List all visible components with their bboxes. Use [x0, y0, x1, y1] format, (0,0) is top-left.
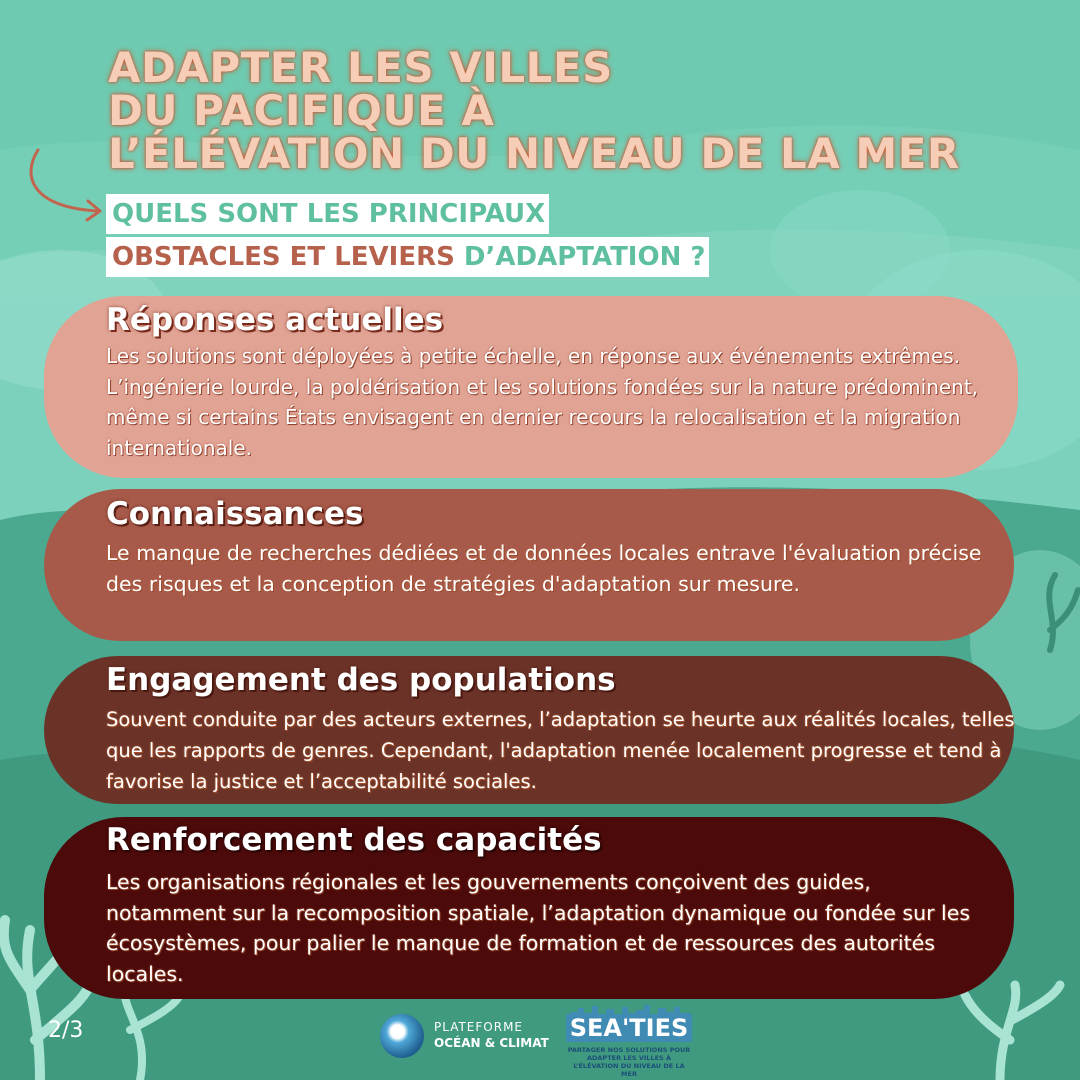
logo-seaties-name: SEA'TIES	[566, 1014, 692, 1042]
curved-arrow-icon	[20, 145, 120, 230]
logo-seaties-tagline: PARTAGER NOS SOLUTIONS POUR ADAPTER LES VILLES À L’ÉLÉVATION DU NIVEAU DE LA MER	[567, 1046, 691, 1078]
page-title	[108, 43, 960, 178]
title-line-2: DU PACIFIQUE À	[108, 86, 495, 135]
logo-ocean-climat	[380, 1014, 560, 1064]
card-text-capacity-building: Les organisations régionales et les gouvernements conçoivent des guides, notamment sur la recomposition spatiale, l’adaptation dynamique ou fondée sur les écosystèmes, pour palier le manque de formation et de ressources des autorités locales.	[106, 870, 971, 986]
title-line-3: L’ÉLÉVATION DU NIVEAU DE LA MER	[108, 129, 960, 178]
page-indicator: 2/3	[48, 1018, 84, 1043]
logo-ocean-line-2: OCÉAN & CLIMAT	[434, 1036, 549, 1050]
logo-ocean-line-1: PLATEFORME	[434, 1020, 524, 1034]
question-line-1: QUELS SONT LES PRINCIPAUX	[106, 194, 549, 234]
question-accent-text: OBSTACLES ET LEVIERS	[112, 242, 455, 272]
card-title-community-engagement: Engagement des populations	[106, 662, 616, 698]
logo-seaties	[566, 1004, 698, 1078]
card-text-knowledge: Le manque de recherches dédiées et de données locales entrave l'évaluation précise des risques et la conception de stratégies d'adaptation sur mesure.	[106, 541, 982, 596]
wave-globe-icon	[380, 1014, 424, 1058]
question-rest-text: D’ADAPTATION ?	[454, 242, 706, 272]
card-title-capacity-building: Renforcement des capacités	[106, 822, 602, 858]
title-line-1: ADAPTER LES VILLES	[108, 43, 613, 92]
card-title-knowledge: Connaissances	[106, 496, 364, 532]
card-title-current-responses: Réponses actuelles	[106, 302, 444, 338]
card-text-current-responses: Les solutions sont déployées à petite échelle, en réponse aux événements extrêmes. L’ingénierie lourde, la poldérisation et les solutions fondées sur la nature prédominent, même si certains États envisagent en dernier recours la relocalisation et la migration internationale.	[106, 344, 979, 460]
question-line-2	[106, 237, 709, 277]
card-text-community-engagement: Souvent conduite par des acteurs externes, l’adaptation se heurte aux réalités locales, telles que les rapports de genres. Cependant, l'adaptation menée localement progresse et tend à favorise la justice et l’acceptabilité sociales.	[106, 708, 1015, 793]
